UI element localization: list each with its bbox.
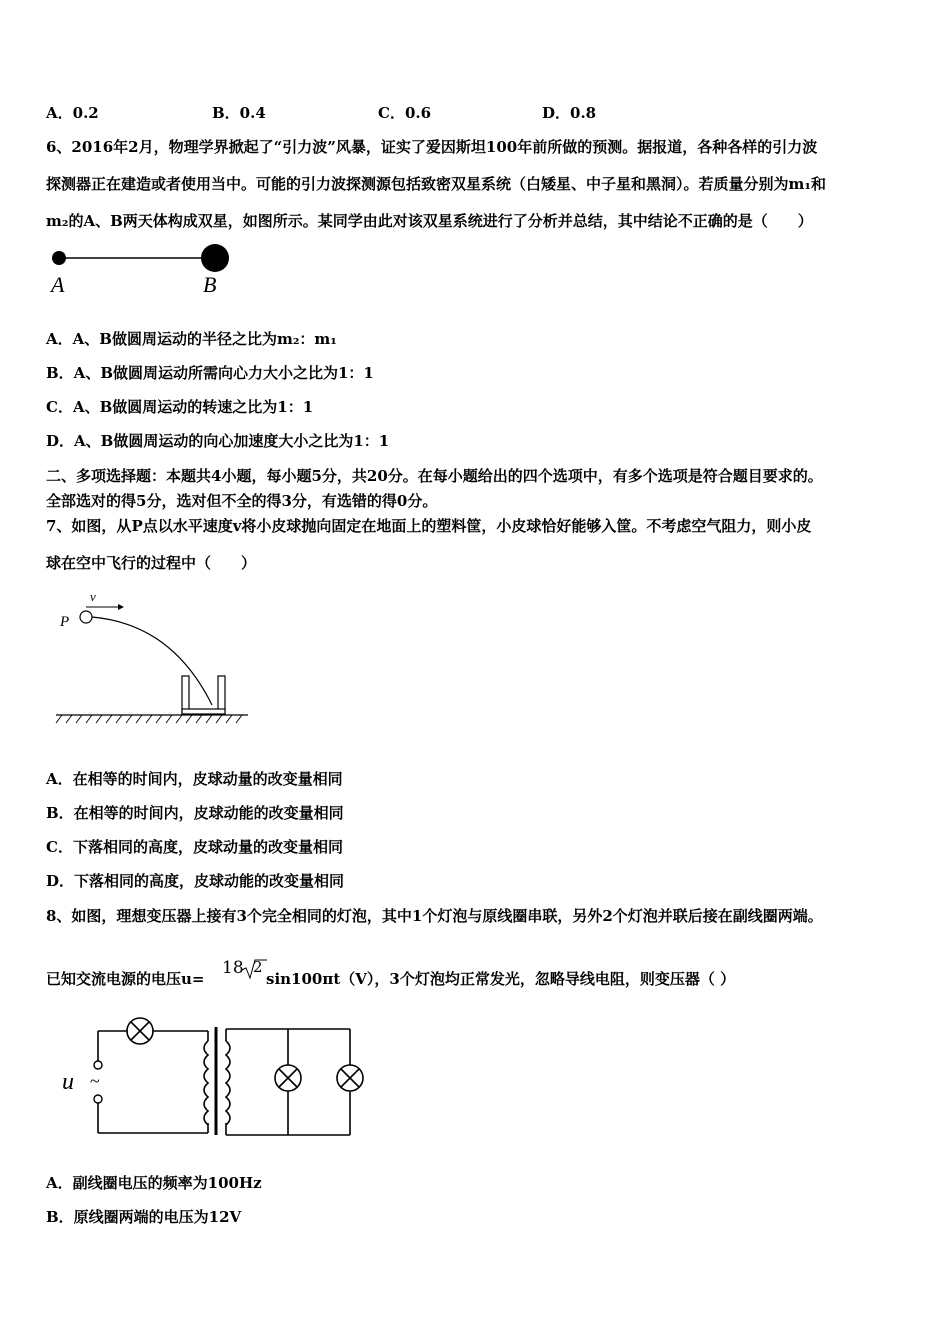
star-a	[52, 251, 66, 265]
ball	[80, 611, 92, 623]
secondary-coil	[226, 1041, 230, 1125]
star-a-label: A	[51, 272, 65, 297]
basket-bottom	[182, 709, 225, 714]
basket-right-wall	[218, 676, 225, 714]
basket-left-wall	[182, 676, 189, 714]
q7-option-d: D．下落相同的高度，皮球动能的改变量相同	[46, 872, 345, 890]
parallel-lamp-2	[337, 1065, 363, 1091]
ac-source-symbol: ~	[90, 1071, 100, 1091]
q5-option-c: C．0.6	[378, 104, 432, 122]
source-terminal-bottom	[94, 1095, 102, 1103]
q6-stem-line-2: 探测器正在建造或者使用当中。可能的引力波探测源包括致密双星系统（白矮星、中子星和黑洞）。若质量分别为m₁和	[46, 175, 826, 193]
q6-option-d: D．A、B做圆周运动的向心加速度大小之比为1：1	[46, 432, 390, 450]
trajectory-curve	[92, 617, 212, 705]
q8-option-a: A．副线圈电压的频率为100Hz	[46, 1174, 262, 1192]
projectile-basket-diagram	[52, 588, 257, 733]
q7-option-b: B．在相等的时间内，皮球动能的改变量相同	[46, 804, 344, 822]
q7-option-a: A．在相等的时间内，皮球动量的改变量相同	[46, 770, 343, 788]
q7-stem-line-1: 7、如图，从P点以水平速度v将小皮球抛向固定在地面上的塑料筐，小皮球恰好能够入筐。不考虑空气阻力，则小皮	[46, 517, 812, 535]
source-terminal-top	[94, 1061, 102, 1069]
q5-option-b: B．0.4	[212, 104, 266, 122]
q5-option-a: A．0.2	[46, 104, 99, 122]
section-2-instructions-line-1: 二、多项选择题：本题共4小题，每小题5分，共20分。在每小题给出的四个选项中，有多个选项是符合题目要求的。	[46, 467, 823, 485]
q6-option-c: C．A、B做圆周运动的转速之比为1：1	[46, 398, 314, 416]
primary-coil	[204, 1041, 208, 1125]
section-2-instructions-line-2: 全部选对的得5分，选对但不全的得3分，有选错的得0分。	[46, 492, 438, 510]
transformer-circuit-diagram	[56, 1015, 386, 1140]
q6-stem-line-3: m₂的A、B两天体构成双星，如图所示。某同学由此对该双星系统进行了分析并总结，其中结论不正确的是（ ）	[46, 212, 813, 230]
series-lamp	[127, 1018, 153, 1044]
point-p-label: P	[60, 614, 70, 630]
star-b-label: B	[203, 272, 217, 297]
voltage-coefficient: 18	[222, 958, 244, 978]
q8-stem-line-1: 8、如图，理想变压器上接有3个完全相同的灯泡，其中1个灯泡与原线圈串联，另外2个灯泡并联后接在副线圈两端。	[46, 907, 823, 925]
q8-option-b: B．原线圈两端的电压为12V	[46, 1208, 242, 1226]
q5-option-d: D．0.8	[542, 104, 597, 122]
q6-option-a: A．A、B做圆周运动的半径之比为m₂：m₁	[46, 330, 337, 348]
source-voltage-label: u	[62, 1069, 74, 1095]
velocity-arrow-head	[118, 604, 124, 610]
q8-stem-line-2-prefix: 已知交流电源的电压u=	[46, 970, 205, 988]
q6-stem-line-1: 6、2016年2月，物理学界掀起了“引力波”风暴，证实了爱因斯坦100年前所做的预测。据报道，各种各样的引力波	[46, 138, 818, 156]
q8-stem-line-2-suffix: sin100πt（V），3个灯泡均正常发光，忽略导线电阻，则变压器（ ）	[266, 970, 736, 988]
q6-option-b: B．A、B做圆周运动所需向心力大小之比为1：1	[46, 364, 374, 382]
star-b	[201, 244, 229, 272]
velocity-label: v	[90, 589, 96, 604]
q7-stem-line-2: 球在空中飞行的过程中（ ）	[46, 554, 257, 572]
binary-star-diagram	[40, 238, 240, 300]
sqrt-radicand: 2	[253, 958, 263, 976]
q7-option-c: C．下落相同的高度，皮球动量的改变量相同	[46, 838, 343, 856]
ground-hatching	[56, 715, 242, 723]
parallel-lamp-1	[275, 1065, 301, 1091]
